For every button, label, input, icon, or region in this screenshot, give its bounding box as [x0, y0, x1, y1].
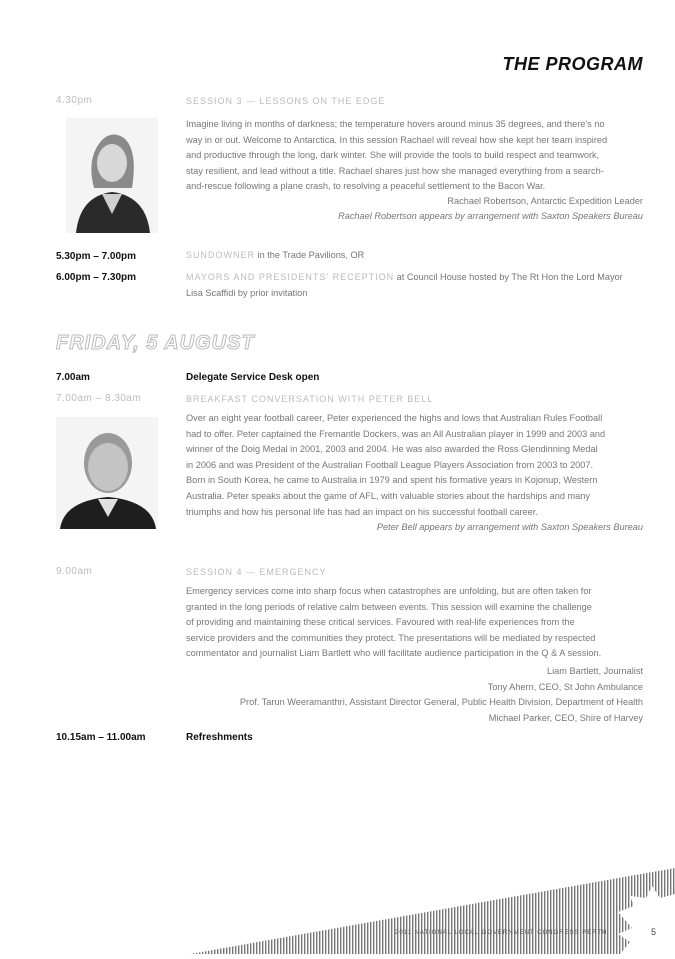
arrangement-note: Rachael Robertson appears by arrangement with Saxton Speakers Bureau — [338, 211, 643, 221]
arrangement-note: Peter Bell appears by arrangement with Saxton Speakers Bureau — [376, 522, 643, 532]
session-description: Over an eight year football career, Peter experienced the highs and lows that Australian Rules Football had to offer. Peter captained the Fremantle Dockers, was an All Australian player in 1999 and 2003 and winner of the Doig Medal in 2001, 2003 and 2004. He was also awarded the Ross Glendinning Medal in 2006 and was President of the Australian Football League Players Association from 2003 to 2007. Born in South Korea, he came to Australia in 1979 and spent his formative years in Kojonup, Western Australia. Peter speaks about the game of AFL, with valuable stories about the hardships and many triumphs and how his personal life has had an impact on his successful football career. — [186, 413, 606, 517]
page-number: 5 — [651, 927, 657, 937]
event-time: 6.00pm – 7.30pm — [56, 272, 137, 283]
session-title: BREAKFAST CONVERSATION WITH PETER BELL — [186, 394, 434, 404]
event-line-cont: Lisa Scaffidi by prior invitation — [186, 288, 308, 298]
page-title: THE PROGRAM — [502, 54, 643, 74]
session-time: 7.00am – 8.30am — [56, 393, 142, 404]
event-time: 5.30pm – 7.00pm — [56, 251, 137, 262]
event-label: Delegate Service Desk open — [186, 372, 320, 383]
event-time: 7.00am — [56, 372, 90, 383]
event-line: SUNDOWNER in the Trade Pavilions, OR — [186, 250, 365, 260]
speaker-list: Liam Bartlett, Journalist Tony Ahern, CEO, St John Ambulance Prof. Tarun Weeramanthri, Assistant Director General, Public Health Division, Department of Health Michael Parker, CEO, Shire of Harvey — [239, 666, 643, 723]
speaker-credit: Rachael Robertson, Antarctic Expedition Leader — [447, 196, 643, 206]
session-time: 4.30pm — [56, 95, 93, 106]
event-time: 10.15am – 11.00am — [56, 732, 146, 743]
speaker-photo-rachael — [66, 118, 158, 233]
session-title: SESSION 4 — EMERGENCY — [186, 567, 327, 577]
footer-text: 2011 NATIONAL LOCAL GOVERNMENT CONGRESS PERTH — [395, 930, 608, 936]
event-label: Refreshments — [186, 732, 253, 743]
session-time: 9.00am — [56, 566, 93, 577]
session-title: SESSION 3 — LESSONS ON THE EDGE — [186, 96, 386, 106]
speaker-photo-peter — [56, 417, 158, 529]
day-heading: FRIDAY, 5 AUGUST — [56, 332, 255, 354]
event-line: MAYORS AND PRESIDENTS' RECEPTION at Council House hosted by The Rt Hon the Lord Mayor — [186, 272, 623, 282]
session-description: Emergency services come into sharp focus when catastrophes are unfolding, but are often taken for granted in the long periods of relative calm between events. This session will examine the challenge of providing and maintaining these critical services. Favoured with real-life experiences from the service providers and the communities they protect. The presentations will be mediated by respected commentator and journalist Liam Bartlett who will facilitate audience participation in the Q & A session. — [186, 586, 602, 659]
session-description: Imagine living in months of darkness; the temperature hovers around minus 35 degrees, and there's no way in or out. Welcome to Antarctica. In this session Rachael will reveal how she kept her team inspired and productive through the long, dark winter. She will provide the tools to build respect and teamwork, stay resilient, and lead without a title. Rachael shares just how she managed everything from a search- and-rescue following a plane crash, to resolving a peaceful settlement to the Bacon War. — [186, 119, 608, 192]
footer-band — [190, 868, 675, 954]
